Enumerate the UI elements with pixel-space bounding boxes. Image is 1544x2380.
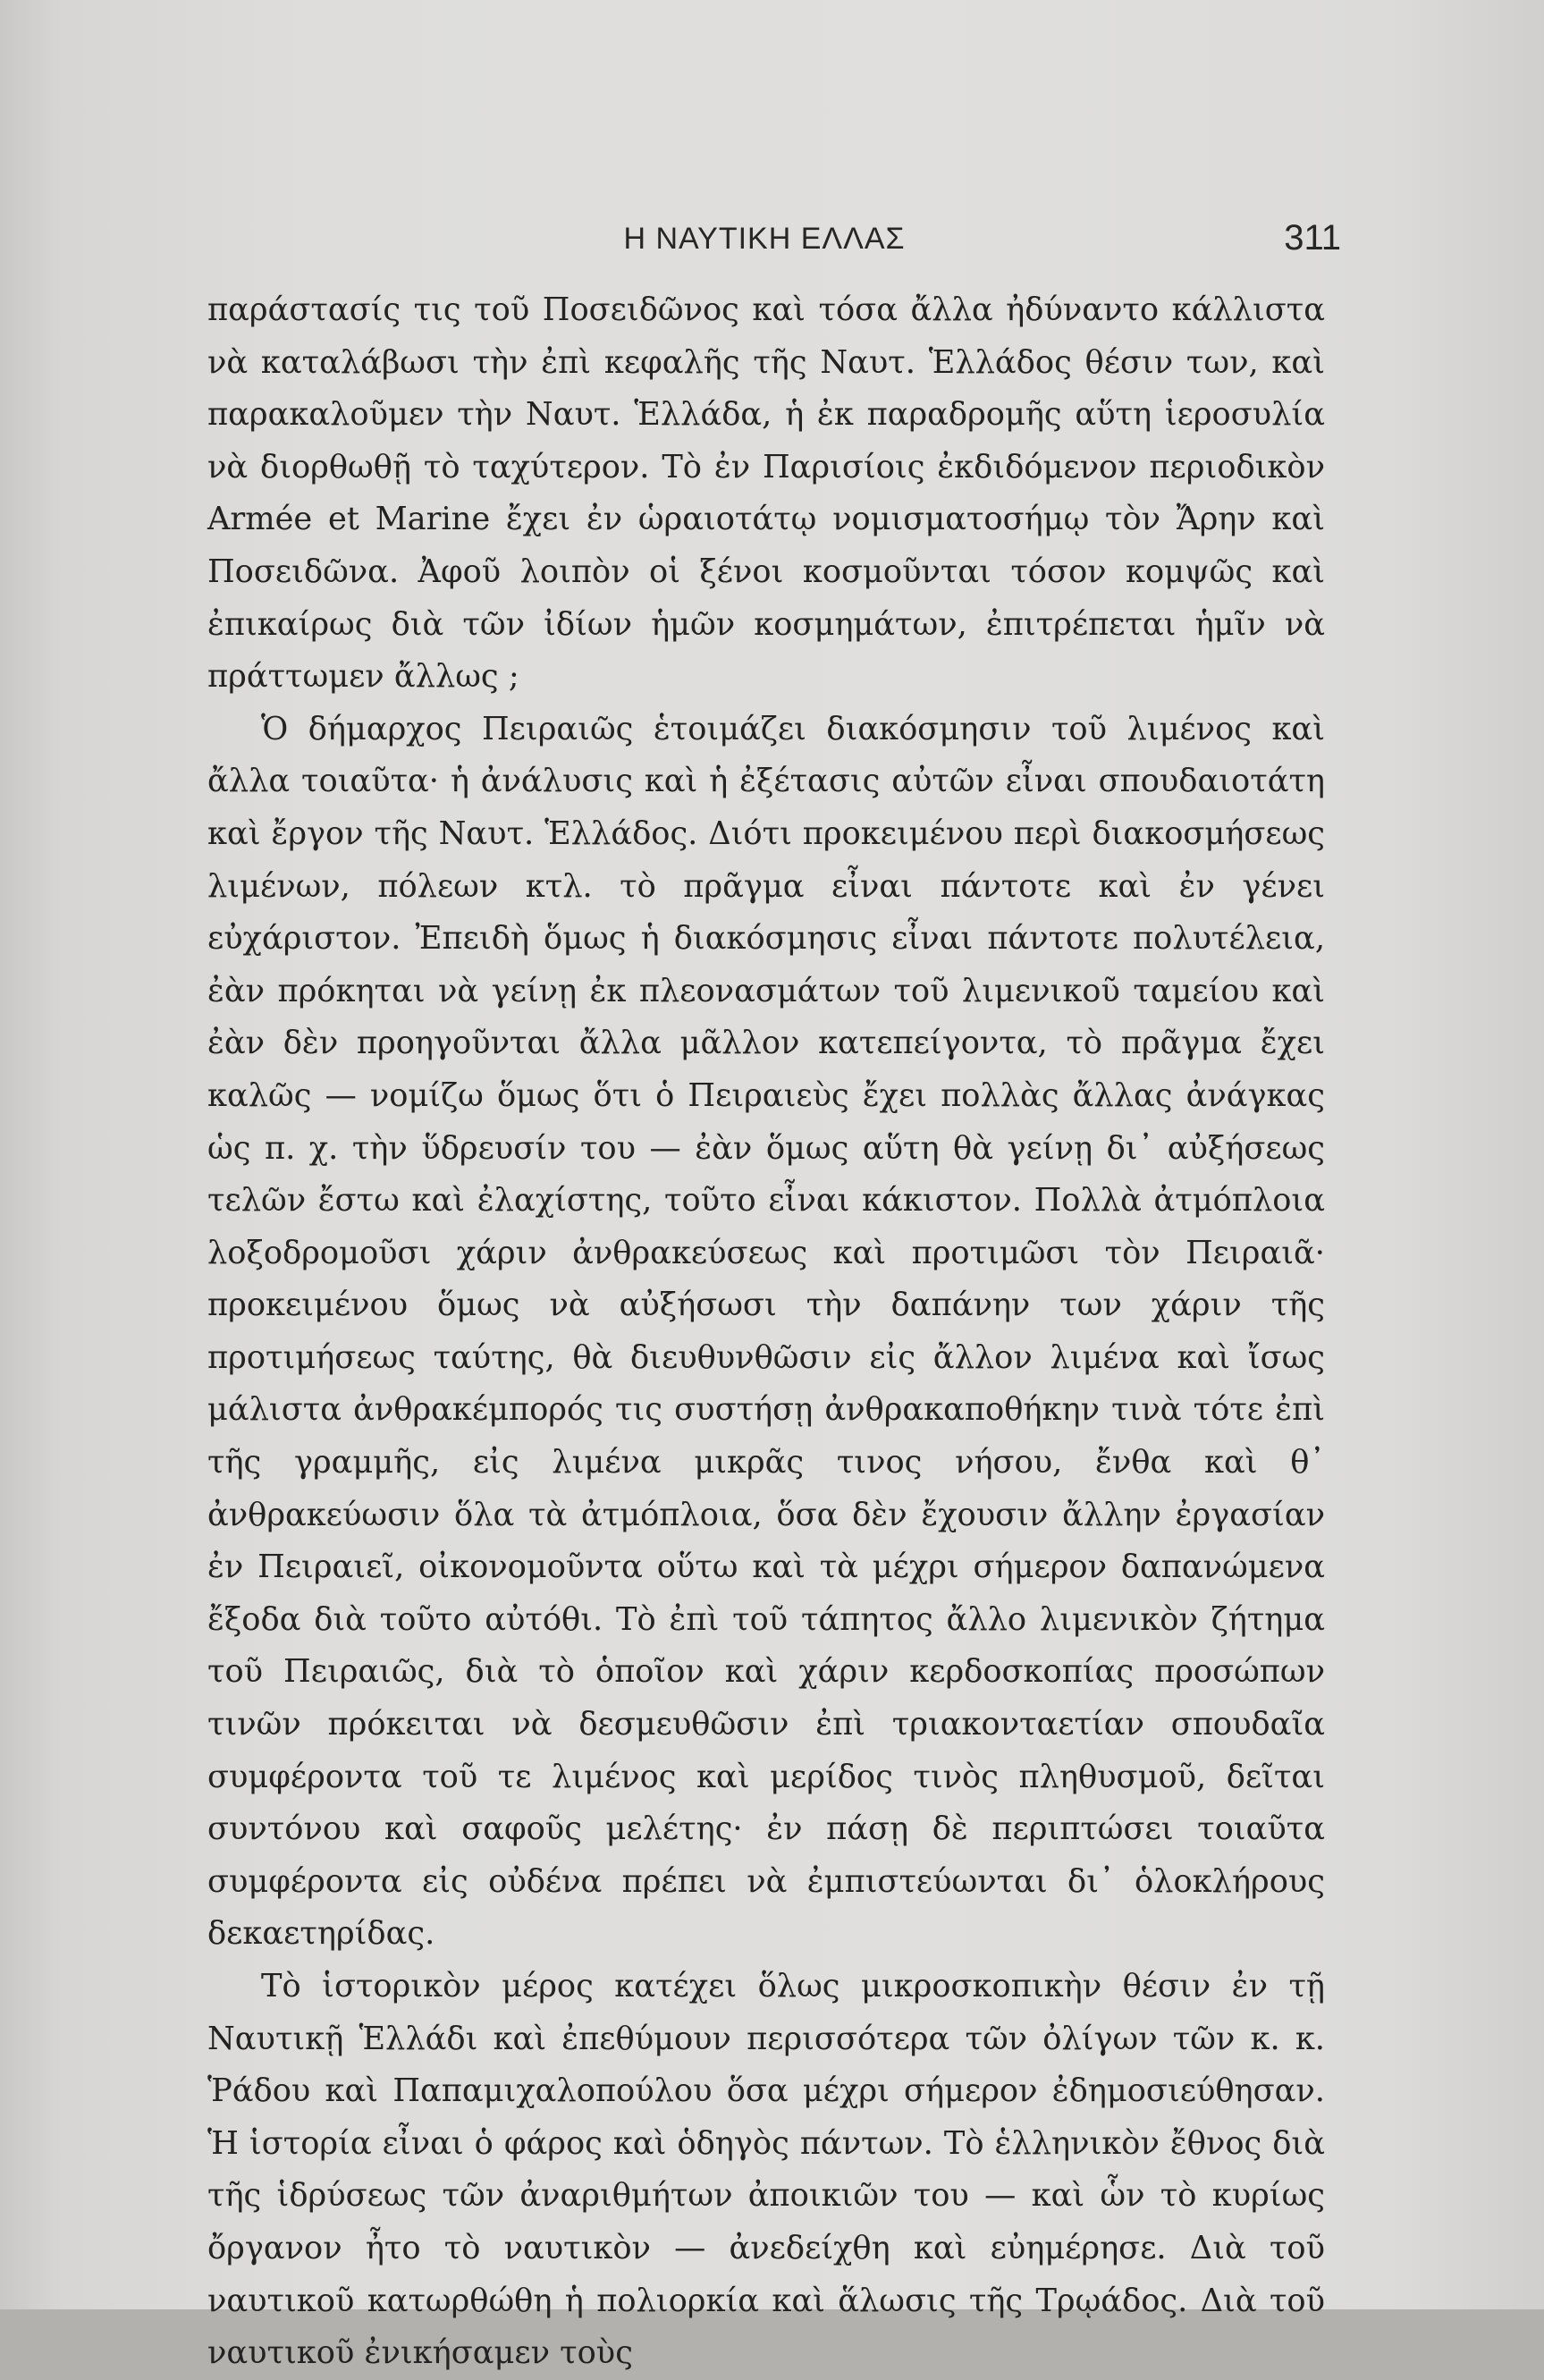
paragraph-1: παράστασίς τις τοῦ Ποσειδῶνος καὶ τόσα ἄλλα ἠδύναντο κάλλιστα νὰ καταλάβωσι τὴν ἐπὶ κεφαλῆς τῆς Ναυτ. Ἑλλάδος θέσιν των, καὶ παρακαλοῦμεν τὴν Ναυτ. Ἑλλάδα, ἡ ἐκ παραδρομῆς αὕτη ἱεροσυλία νὰ διορθωθῇ τὸ ταχύτερον. Τὸ ἐν Παρισίοις ἐκδιδόμενον περιοδικὸν Armée et Marine ἔχει ἐν ὡραιοτάτῳ νομισματοσήμῳ τὸν Ἄρην καὶ Ποσειδῶνα. Ἀφοῦ λοιπὸν οἱ ξένοι κοσμοῦνται τόσον κομψῶς καὶ ἐπικαίρως διὰ τῶν ἰδίων ἡμῶν κοσμημάτων, ἐπιτρέπεται ἡμῖν νὰ πράττωμεν ἄλλως ; [207,291,1325,696]
paragraph-3: Τὸ ἱστορικὸν μέρος κατέχει ὅλως μικροσκοπικὴν θέσιν ἐν τῇ Ναυτικῇ Ἑλλάδι καὶ ἐπεθύμουν περισσότερα τῶν ὀλίγων τῶν κ. κ. Ῥάδου καὶ Παπαμιχαλοπούλου ὅσα μέχρι σήμερον ἐδημοσιεύθησαν. Ἡ ἱστορία εἶναι ὁ φάρος καὶ ὁδηγὸς πάντων. Τὸ ἑλληνικὸν ἔθνος διὰ τῆς ἱδρύσεως τῶν ἀναριθμήτων ἀποικιῶν του — καὶ ὧν τὸ κυρίως ὄργανον ἦτο τὸ ναυτικὸν — ἀνεδείχθη καὶ εὐημέρησε. Διὰ τοῦ ναυτικοῦ κατωρθώθη ἡ πολιορκία καὶ ἅλωσις τῆς Τρῳάδος. Διὰ τοῦ ναυτικοῦ ἐνικήσαμεν τοὺς [207,1968,1325,2372]
paragraph-2: Ὁ δήμαρχος Πειραιῶς ἑτοιμάζει διακόσμησιν τοῦ λιμένος καὶ ἄλλα τοιαῦτα· ἡ ἀνάλυσις καὶ ἡ ἐξέτασις αὐτῶν εἶναι σπουδαιοτάτη καὶ ἔργον τῆς Ναυτ. Ἑλλάδος. Διότι προκειμένου περὶ διακοσμήσεως λιμένων, πόλεων κτλ. τὸ πρᾶγμα εἶναι πάντοτε καὶ ἐν γένει εὐχάριστον. Ἐπειδὴ ὅμως ἡ διακόσμησις εἶναι πάντοτε πολυτέλεια, ἐὰν πρόκηται νὰ γείνῃ ἐκ πλεονασμάτων τοῦ λιμενικοῦ ταμείου καὶ ἐὰν δὲν προηγοῦνται ἄλλα μᾶλλον κατεπείγοντα, τὸ πρᾶγμα ἔχει καλῶς — νομίζω ὅμως ὅτι ὁ Πειραιεὺς ἔχει πολλὰς ἄλλας ἀνάγκας ὡς π. χ. τὴν ὕδρευσίν του — ἐὰν ὅμως αὕτη θὰ γείνῃ δι᾿ αὐξήσεως τελῶν ἔστω καὶ ἐλαχίστης, τοῦτο εἶναι κάκιστον. Πολλὰ ἀτμόπλοια λοξοδρομοῦσι χάριν ἀνθρακεύσεως καὶ προτιμῶσι τὸν Πειραιᾶ· προκειμένου ὅμως νὰ αὐξήσωσι τὴν δαπάνην των χάριν τῆς προτιμήσεως ταύτης, θὰ διευθυνθῶσιν εἰς ἄλλον λιμένα καὶ ἴσως μάλιστα ἀνθρακέμπορός τις συστήσῃ ἀνθρακαποθήκην τινὰ τότε ἐπὶ τῆς γραμμῆς, εἰς λιμένα μικρᾶς τινος νήσου, ἔνθα καὶ θ᾿ ἀνθρακεύωσιν ὅλα τὰ ἀτμόπλοια, ὅσα δὲν ἔχουσιν ἄλλην ἐργασίαν ἐν Πειραιεῖ, οἰκονομοῦντα οὕτω καὶ τὰ μέχρι σήμερον δαπανώμενα ἔξοδα διὰ τοῦτο αὐτόθι. Τὸ ἐπὶ τοῦ τάπητος ἄλλο λιμενικὸν ζήτημα τοῦ Πειραιῶς, διὰ τὸ ὁποῖον καὶ χάριν κερδοσκοπίας προσώπων τινῶν πρόκειται νὰ δεσμευθῶσιν ἐπὶ τριακονταετίαν σπουδαῖα συμφέροντα τοῦ τε λιμένος καὶ μερίδος τινὸς πληθυσμοῦ, δεῖται συντόνου καὶ σαφοῦς μελέτης· ἐν πάσῃ δὲ περιπτώσει τοιαῦτα συμφέροντα εἰς οὐδένα πρέπει νὰ ἐμπιστεύωνται δι᾿ ὁλοκλήρους δεκαετηρίδας. [207,710,1325,1953]
page-number: 311 [1284,218,1341,257]
running-title: Η ΝΑΥΤΙΚΗ ΕΛΛΑΣ [623,222,906,256]
page-header [188,215,1341,268]
body-text [207,284,1325,2380]
